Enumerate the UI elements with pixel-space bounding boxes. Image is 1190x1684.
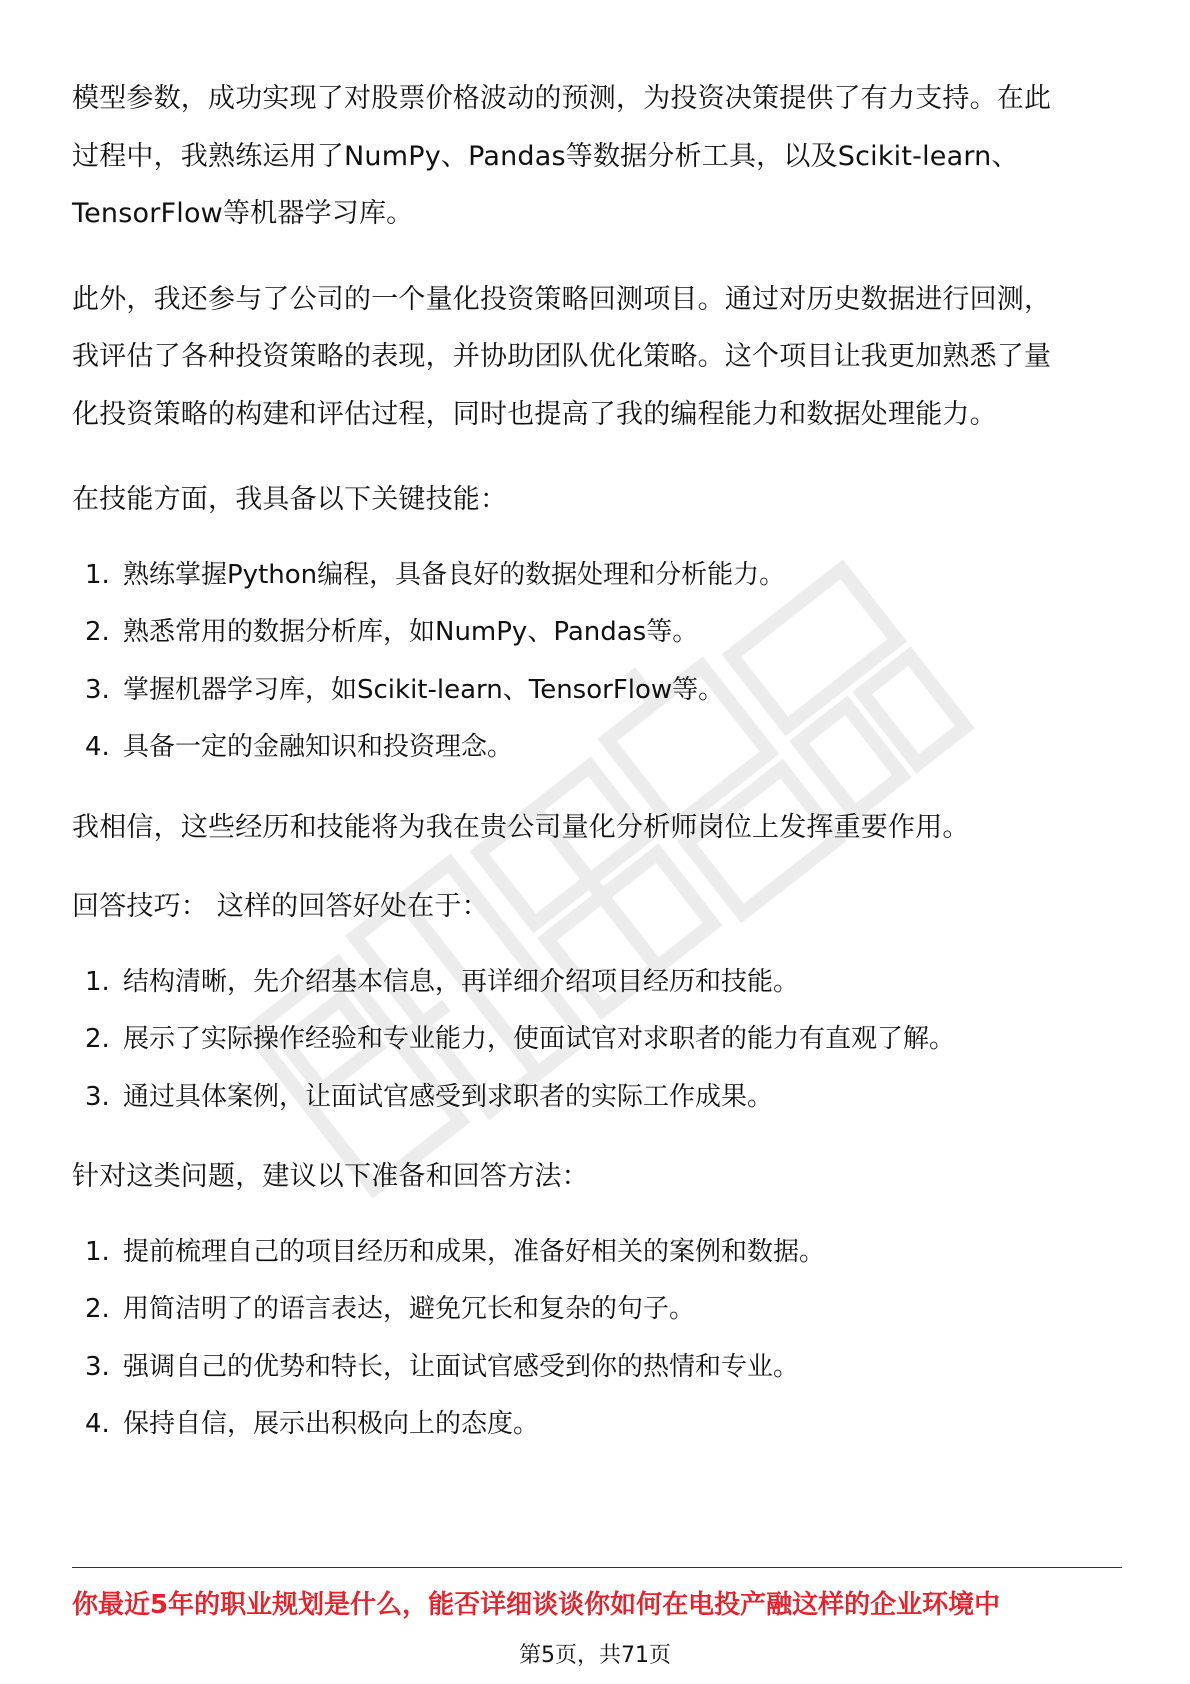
list-text: 提前梳理自己的项目经历和成果，准备好相关的案例和数据。	[123, 1236, 826, 1267]
list-text: 熟练掌握Python编程，具备良好的数据处理和分析能力。	[123, 559, 786, 590]
list-number: 3.	[85, 1351, 110, 1382]
list-text: 结构清晰，先介绍基本信息，再详细介绍项目经历和技能。	[123, 966, 800, 997]
list-text: 掌握机器学习库，如Scikit-learn、TensorFlow等。	[123, 674, 725, 705]
list-text: 强调自己的优势和特长，让面试官感受到你的热情和专业。	[123, 1351, 800, 1382]
list-item	[72, 1281, 1122, 1339]
paragraph-line: 过程中，我熟练运用了NumPy、Pandas等数据分析工具，以及Scikit-learn、	[72, 140, 1019, 172]
list-item	[72, 1224, 1122, 1282]
paragraph-line: 模型参数，成功实现了对股票价格波动的预测，为投资决策提供了有力支持。在此	[72, 83, 1052, 114]
list-number: 4.	[85, 1409, 110, 1439]
footer-divider	[72, 1567, 1122, 1568]
list-text: 具备一定的金融知识和投资理念。	[123, 732, 514, 762]
list-item	[72, 719, 1122, 777]
prep-list	[72, 1224, 1122, 1454]
list-text: 熟悉常用的数据分析库，如NumPy、Pandas等。	[123, 617, 699, 647]
list-text: 保持自信，展示出积极向上的态度。	[123, 1409, 540, 1439]
list-item	[72, 1011, 1122, 1069]
list-item	[72, 547, 1122, 605]
list-item	[72, 1396, 1122, 1454]
list-number: 3.	[85, 674, 110, 705]
prep-intro: 针对这类问题，建议以下准备和回答方法：	[72, 1161, 589, 1192]
paragraph-line: 此外，我还参与了公司的一个量化投资策略回测项目。通过对历史数据进行回测，	[72, 283, 1052, 315]
tips-intro: 回答技巧： 这样的回答好处在于：	[72, 891, 489, 922]
list-number: 4.	[85, 732, 110, 762]
list-item	[72, 1339, 1122, 1397]
list-number: 1.	[85, 966, 110, 997]
paragraph-line: TensorFlow等机器学习库。	[72, 198, 414, 229]
list-number: 2.	[85, 1294, 110, 1324]
skills-list	[72, 547, 1122, 777]
list-item	[72, 954, 1122, 1012]
list-item	[72, 1069, 1122, 1127]
list-number: 1.	[85, 559, 110, 590]
list-text: 通过具体案例，让面试官感受到求职者的实际工作成果。	[123, 1081, 774, 1112]
tips-list	[72, 954, 1122, 1127]
list-item	[72, 604, 1122, 662]
paragraph-backtest-project	[72, 271, 1122, 444]
next-question-link[interactable]: 你最近5年的职业规划是什么，能否详细谈谈你如何在电投产融这样的企业环境中	[72, 1590, 1001, 1620]
page-number: 第5页，共71页	[519, 1643, 671, 1668]
list-number: 3.	[85, 1081, 110, 1112]
page-content	[72, 70, 1122, 1454]
list-number: 1.	[85, 1236, 110, 1267]
paragraph-line: 我评估了各种投资策略的表现，并协助团队优化策略。这个项目让我更加熟悉了量	[72, 341, 1052, 372]
list-number: 2.	[85, 617, 110, 647]
list-text: 用简洁明了的语言表达，避免冗长和复杂的句子。	[123, 1294, 696, 1324]
paragraph-line: 化投资策略的构建和评估过程，同时也提高了我的编程能力和数据处理能力。	[72, 398, 997, 430]
closing-statement: 我相信，这些经历和技能将为我在贵公司量化分析师岗位上发挥重要作用。	[72, 811, 970, 843]
list-item	[72, 662, 1122, 720]
skills-intro: 在技能方面，我具备以下关键技能：	[72, 484, 508, 515]
paragraph-experience	[72, 70, 1122, 243]
list-text: 展示了实际操作经验和专业能力，使面试官对求职者的能力有直观了解。	[123, 1024, 956, 1054]
list-number: 2.	[85, 1024, 110, 1054]
